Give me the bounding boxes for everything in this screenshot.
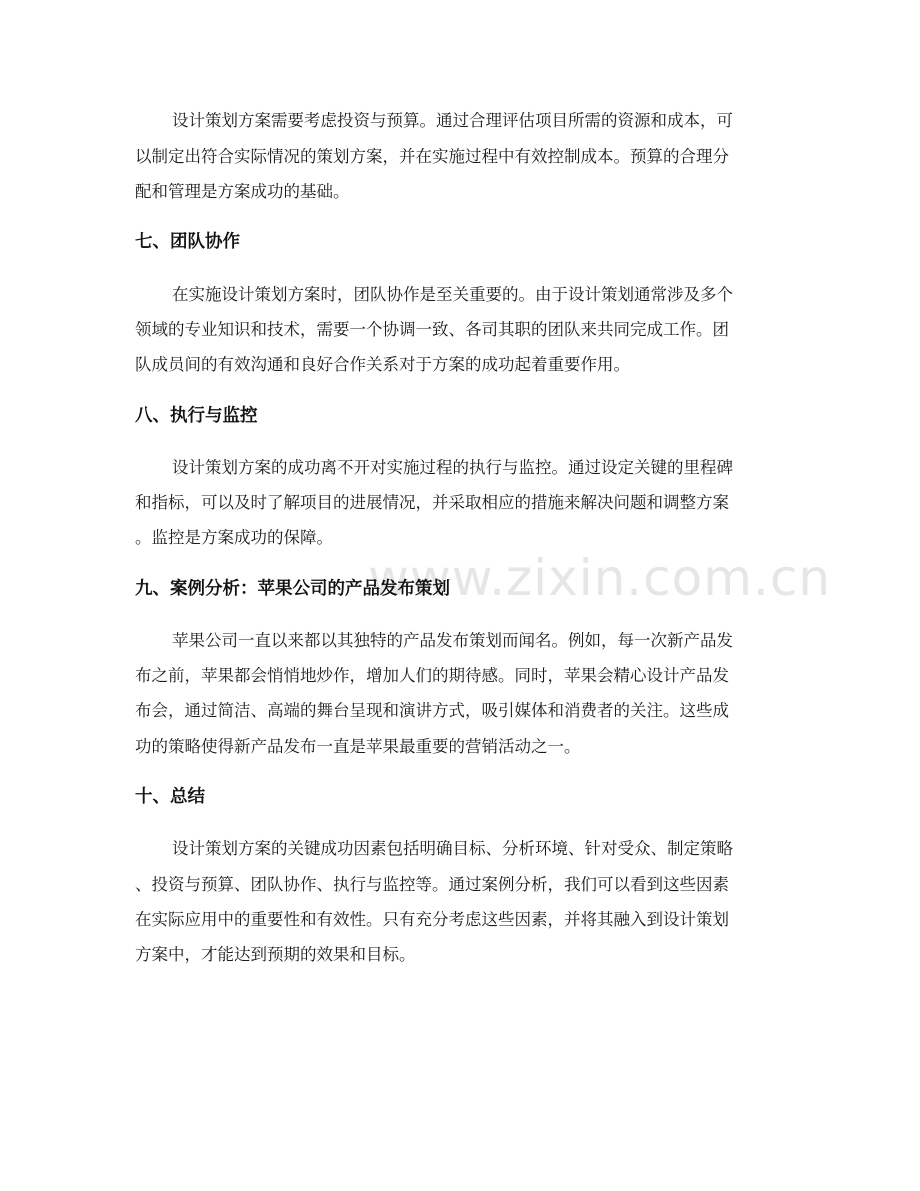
paragraph-line: 和指标，可以及时了解项目的进展情况，并采取相应的措施来解决问题和调整方案	[135, 493, 729, 512]
paragraph-line: 在实施设计策划方案时，团队协作是至关重要的。由于设计策划通常涉及多个	[172, 285, 733, 304]
paragraph-line: 。监控是方案成功的保障。	[135, 528, 333, 547]
paragraph-line: 以制定出符合实际情况的策划方案，并在实施过程中有效控制成本。预算的合理分	[135, 147, 729, 166]
watermark: www.zixin.com.cn	[368, 549, 832, 607]
paragraph-line: 领域的专业知识和技术，需要一个协调一致、各司其职的团队来共同完成工作。团	[135, 320, 729, 339]
section-heading: 八、执行与监控	[135, 406, 258, 426]
paragraph-line: 配和管理是方案成功的基础。	[135, 182, 350, 201]
paragraph-line: 方案中，才能达到预期的效果和目标。	[135, 945, 416, 964]
paragraph-line: 设计策划方案的关键成功因素包括明确目标、分析环境、针对受众、制定策略	[172, 839, 733, 858]
paragraph-line: 、投资与预算、团队协作、执行与监控等。通过案例分析，我们可以看到这些因素	[135, 875, 729, 894]
paragraph-line: 布会，通过简洁、高端的舞台呈现和演讲方式，吸引媒体和消费者的关注。这些成	[135, 701, 729, 720]
paragraph-line: 设计策划方案的成功离不开对实施过程的执行与监控。通过设定关键的里程碑	[172, 458, 733, 477]
section-heading: 十、总结	[135, 787, 205, 807]
paragraph-line: 在实际应用中的重要性和有效性。只有充分考虑这些因素，并将其融入到设计策划	[135, 910, 729, 929]
paragraph-line: 苹果公司一直以来都以其独特的产品发布策划而闻名。例如，每一次新产品发	[172, 631, 733, 650]
paragraph-line: 队成员间的有效沟通和良好合作关系对于方案的成功起着重要作用。	[135, 355, 630, 374]
section-heading: 七、团队协作	[135, 232, 240, 252]
section-heading: 九、案例分析：苹果公司的产品发布策划	[135, 579, 450, 599]
paragraph-line: 功的策略使得新产品发布一直是苹果最重要的营销活动之一。	[135, 737, 581, 756]
paragraph-line: 布之前，苹果都会悄悄地炒作，增加人们的期待感。同时，苹果会精心设计产品发	[135, 666, 729, 685]
paragraph-line: 设计策划方案需要考虑投资与预算。通过合理评估项目所需的资源和成本，可	[172, 111, 733, 130]
